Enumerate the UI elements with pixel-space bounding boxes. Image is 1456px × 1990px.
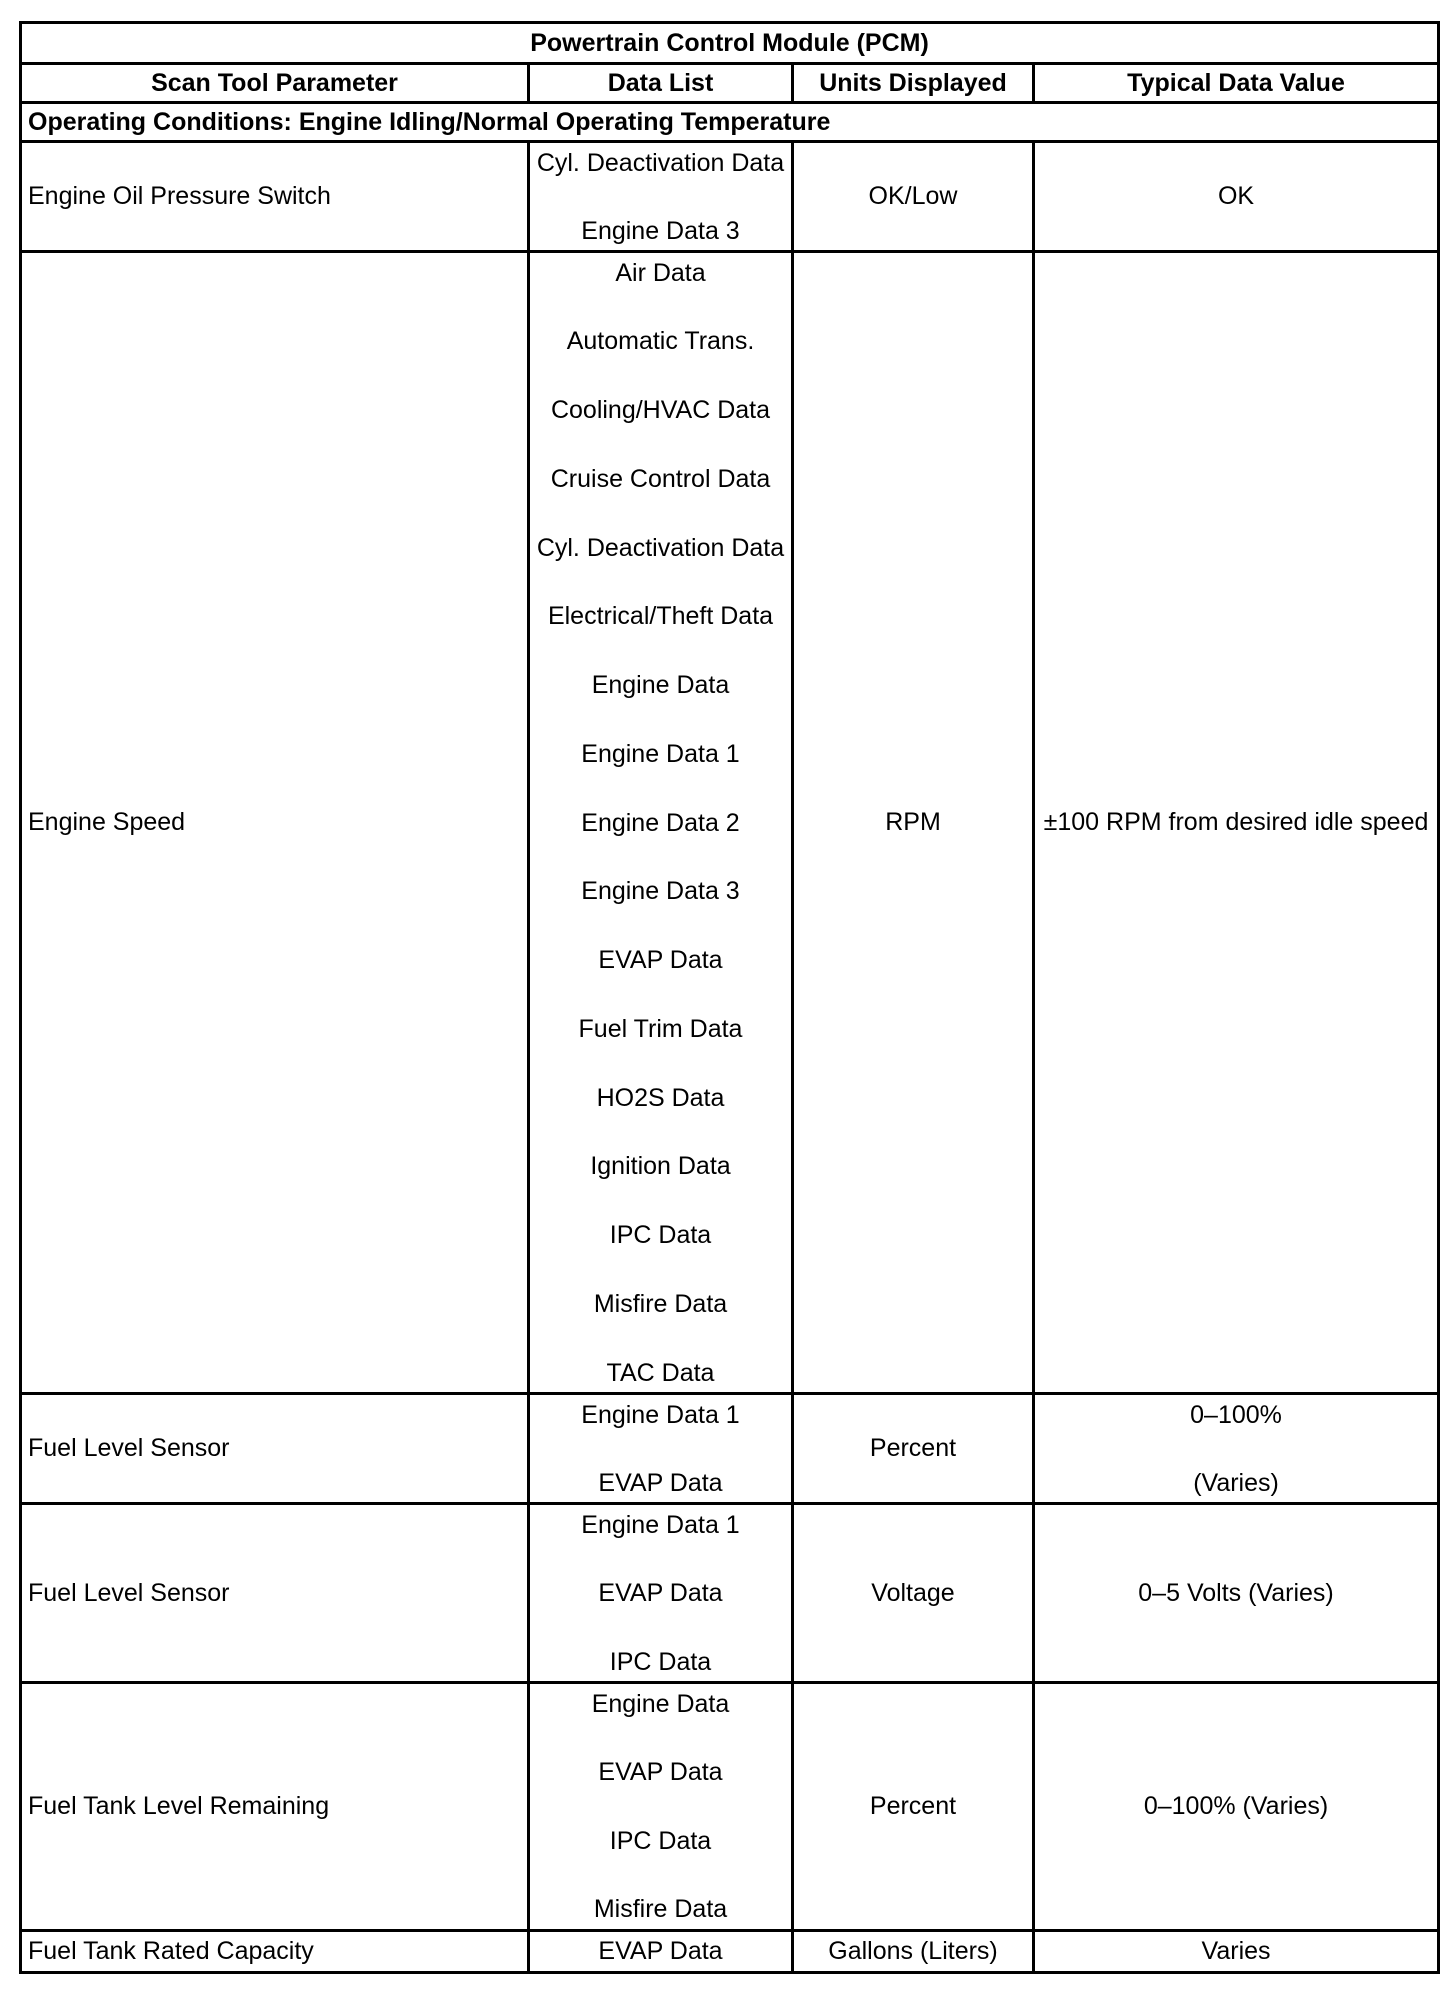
parameter-cell: Engine Oil Pressure Switch bbox=[21, 142, 529, 252]
data-list-item: Cyl. Deactivation Data bbox=[536, 148, 785, 177]
data-list-item: Engine Data bbox=[591, 1689, 730, 1718]
parameter-cell: Fuel Level Sensor bbox=[21, 1504, 529, 1683]
data-list-item: Engine Data 1 bbox=[581, 1510, 740, 1539]
data-list-item: Engine Data 3 bbox=[581, 216, 740, 245]
data-list-item: IPC Data bbox=[609, 1221, 712, 1249]
data-list-item: IPC Data bbox=[609, 1647, 712, 1676]
units-cell: Percent bbox=[793, 1394, 1034, 1504]
data-list-item: EVAP Data bbox=[598, 1468, 723, 1497]
typical-value-cell bbox=[1034, 1394, 1439, 1504]
title-row bbox=[21, 23, 1439, 64]
table-row bbox=[21, 252, 1439, 1394]
typical-value-cell: Varies bbox=[1034, 1931, 1439, 1973]
data-list-item: Ignition Data bbox=[590, 1152, 731, 1181]
data-list-item: Misfire Data bbox=[593, 1895, 728, 1924]
table-title: Powertrain Control Module (PCM) bbox=[21, 23, 1439, 64]
data-list-item: IPC Data bbox=[609, 1826, 712, 1855]
data-list-cell bbox=[529, 1504, 793, 1683]
data-list-cell bbox=[529, 252, 793, 1394]
data-list-cell bbox=[529, 1394, 793, 1504]
units-cell: RPM bbox=[793, 252, 1034, 1394]
table-row bbox=[21, 1504, 1439, 1683]
units-cell: Voltage bbox=[793, 1504, 1034, 1683]
data-list-item: Engine Data bbox=[591, 671, 730, 699]
data-list-item: EVAP Data bbox=[598, 1579, 723, 1607]
parameter-cell: Fuel Tank Rated Capacity bbox=[21, 1931, 529, 1973]
data-list-cell bbox=[529, 1683, 793, 1931]
header-row bbox=[21, 64, 1439, 103]
data-list-item: Engine Data 1 bbox=[581, 739, 740, 768]
data-list-item: Fuel Trim Data bbox=[578, 1014, 743, 1043]
header-data-list: Data List bbox=[529, 64, 793, 103]
header-parameter: Scan Tool Parameter bbox=[21, 64, 529, 103]
parameter-cell: Fuel Tank Level Remaining bbox=[21, 1683, 529, 1931]
data-list-cell: EVAP Data bbox=[529, 1931, 793, 1973]
data-list-item: Cooling/HVAC Data bbox=[550, 396, 771, 424]
typical-value-line: (Varies) bbox=[1193, 1468, 1279, 1497]
table-row bbox=[21, 1394, 1439, 1504]
units-cell: OK/Low bbox=[793, 142, 1034, 252]
data-list-item: Engine Data 1 bbox=[581, 1400, 740, 1429]
data-list-item: HO2S Data bbox=[596, 1083, 725, 1112]
table-row bbox=[21, 1683, 1439, 1931]
data-list-cell bbox=[529, 142, 793, 252]
data-list-item: EVAP Data bbox=[598, 946, 723, 974]
table-row bbox=[21, 142, 1439, 252]
section-row bbox=[21, 103, 1439, 142]
typical-value-line: 0–100% bbox=[1190, 1400, 1282, 1429]
parameter-cell: Engine Speed bbox=[21, 252, 529, 1394]
data-list-item: Engine Data 2 bbox=[581, 808, 740, 837]
data-list-item: Cruise Control Data bbox=[550, 464, 771, 493]
typical-value-cell: ±100 RPM from desired idle speed bbox=[1034, 252, 1439, 1394]
data-list-item: Air Data bbox=[615, 258, 706, 287]
data-list-item: Misfire Data bbox=[593, 1289, 728, 1318]
operating-conditions-label: Operating Conditions: Engine Idling/Normal Operating Temperature bbox=[21, 103, 1439, 142]
header-units: Units Displayed bbox=[793, 64, 1034, 103]
table-row bbox=[21, 1931, 1439, 1973]
data-list-item: Engine Data 3 bbox=[581, 877, 740, 906]
data-list-item: EVAP Data bbox=[598, 1758, 723, 1787]
pcm-data-table bbox=[19, 21, 1440, 1974]
data-list-item: Cyl. Deactivation Data bbox=[536, 533, 785, 562]
typical-value-cell: OK bbox=[1034, 142, 1439, 252]
data-list-item: TAC Data bbox=[606, 1358, 715, 1387]
parameter-cell: Fuel Level Sensor bbox=[21, 1394, 529, 1504]
data-list-item: Automatic Trans. bbox=[566, 327, 755, 356]
units-cell: Percent bbox=[793, 1683, 1034, 1931]
header-typical: Typical Data Value bbox=[1034, 64, 1439, 103]
units-cell: Gallons (Liters) bbox=[793, 1931, 1034, 1973]
typical-value-cell: 0–100% (Varies) bbox=[1034, 1683, 1439, 1931]
data-list-item: Electrical/Theft Data bbox=[547, 602, 774, 631]
typical-value-cell: 0–5 Volts (Varies) bbox=[1034, 1504, 1439, 1683]
